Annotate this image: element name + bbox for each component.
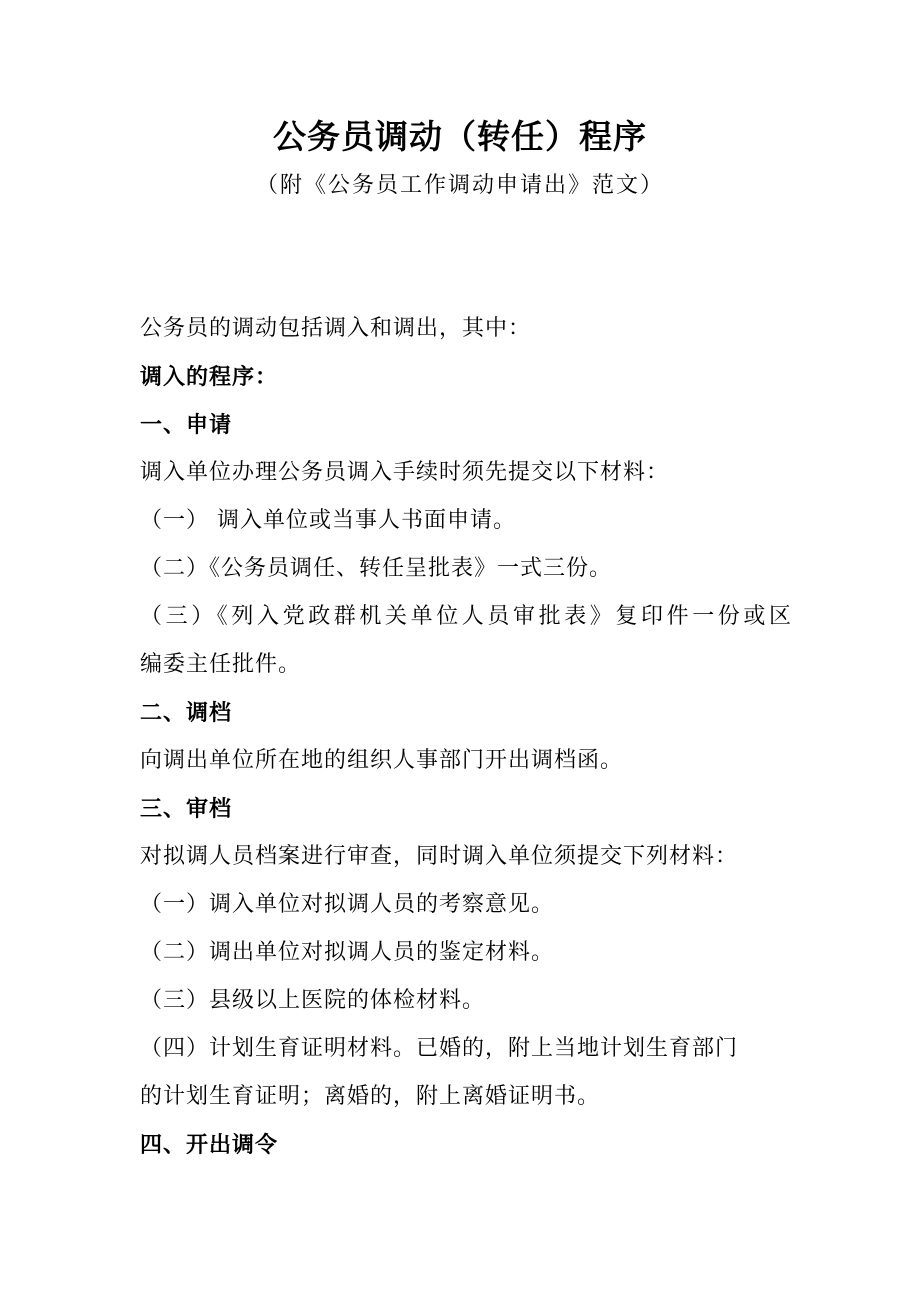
body-paragraph: 向调出单位所在地的组织人事部门开出调档函。 — [140, 748, 624, 773]
step-heading-apply: 一、申请 — [140, 412, 233, 438]
section-heading-transfer-in: 调入的程序： — [140, 364, 279, 390]
list-item: （三）县级以上医院的体检材料。 — [140, 988, 486, 1013]
list-item: （三）《列入党政群机关单位人员审批表》复印件一份或区 — [140, 604, 795, 629]
list-item: （一） 调入单位或当事人书面申请。 — [140, 508, 516, 533]
document-body — [140, 305, 795, 1169]
intro-paragraph: 公务员的调动包括调入和调出，其中： — [140, 316, 532, 341]
document-subtitle: （附《公务员工作调动申请出》范文） — [255, 173, 664, 198]
list-item: （一）调入单位对拟调人员的考察意见。 — [140, 892, 555, 917]
step-heading-issue-order: 四、开出调令 — [140, 1132, 279, 1158]
document-title: 公务员调动（转任）程序 — [273, 117, 647, 156]
step-heading-retrieve-file: 二、调档 — [140, 700, 233, 726]
list-item: （四）计划生育证明材料。已婚的，附上当地计划生育部门 — [140, 1036, 739, 1061]
body-paragraph: 调入单位办理公务员调入手续时须先提交以下材料： — [140, 460, 670, 485]
step-heading-review-file: 三、审档 — [140, 796, 233, 822]
list-item-continuation: 的计划生育证明；离婚的，附上离婚证明书。 — [140, 1084, 601, 1109]
list-item: （二）调出单位对拟调人员的鉴定材料。 — [140, 940, 555, 965]
body-paragraph: 对拟调人员档案进行审查，同时调入单位须提交下列材料： — [140, 844, 739, 869]
list-item-continuation: 编委主任批件。 — [140, 652, 302, 677]
list-item: （二）《公务员调任、转任呈批表》一式三份。 — [140, 556, 613, 581]
